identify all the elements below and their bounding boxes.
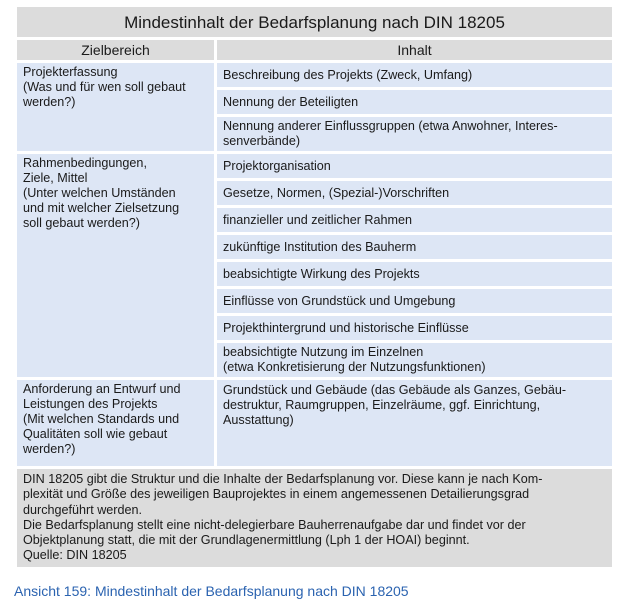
zielbereich-rahmenbedingungen: Rahmenbedingungen, Ziele, Mittel (Unter welchen Umständen und mit welcher Zielsetzung soll gebaut werden?) xyxy=(17,154,214,377)
header-inhalt: Inhalt xyxy=(217,40,612,60)
din-table-container xyxy=(14,4,615,570)
inhalt-cell: finanzieller und zeitlicher Rahmen xyxy=(217,208,612,232)
inhalt-cell: Nennung anderer Einflussgruppen (etwa Anwohner, Interes- senverbände) xyxy=(217,117,612,151)
table-row xyxy=(17,63,612,87)
source-line: Quelle: DIN 18205 xyxy=(23,548,127,563)
header-zielbereich: Zielbereich xyxy=(17,40,214,60)
inhalt-cell: Grundstück und Gebäude (das Gebäude als Ganzes, Gebäu- destruktur, Raumgruppen, Einzelräume, ggf. Einrichtung, Ausstattung) xyxy=(217,380,612,466)
inhalt-cell: zukünftige Institution des Bauherm xyxy=(217,235,612,259)
table-row xyxy=(17,380,612,466)
inhalt-cell: Nennung der Beteiligten xyxy=(217,90,612,114)
table-title: Mindestinhalt der Bedarfsplanung nach DIN 18205 xyxy=(17,7,612,37)
inhalt-cell: Projektorganisation xyxy=(217,154,612,178)
zielbereich-anforderung: Anforderung an Entwurf und Leistungen des Projekts (Mit welchen Standards und Qualitäten soll wie gebaut werden?) xyxy=(17,380,214,466)
zielbereich-projekterfassung: Projekterfassung (Was und für wen soll gebaut werden?) xyxy=(17,63,214,151)
inhalt-cell: Gesetze, Normen, (Spezial-)Vorschriften xyxy=(217,181,612,205)
inhalt-cell: Beschreibung des Projekts (Zweck, Umfang) xyxy=(217,63,612,87)
table-row xyxy=(17,154,612,178)
inhalt-cell: Projekthintergrund und historische Einflüsse xyxy=(217,316,612,340)
inhalt-cell: beabsichtigte Wirkung des Projekts xyxy=(217,262,612,286)
figure-caption: Ansicht 159: Mindestinhalt der Bedarfsplanung nach DIN 18205 xyxy=(14,583,409,599)
din-table xyxy=(14,4,615,570)
inhalt-cell: Einflüsse von Grundstück und Umgebung xyxy=(217,289,612,313)
inhalt-cell: beabsichtigte Nutzung im Einzelnen (etwa Konkretisierung der Nutzungsfunktionen) xyxy=(217,343,612,377)
table-note: DIN 18205 gibt die Struktur und die Inhalte der Bedarfsplanung vor. Diese kann je nach Kom- plexität und Größe des jeweiligen Bauprojektes in einem angemessenen Detailierungsgrad durchgeführt werden. Die Bedarfsplanung stellt eine nicht-delegierbare Bauherrenaufgabe dar und findet vor der Objektplanung statt, die mit der Grundlagenermittlung (Lph 1 der HOAI) beginnt. Quelle: DIN 18205 xyxy=(17,469,612,567)
